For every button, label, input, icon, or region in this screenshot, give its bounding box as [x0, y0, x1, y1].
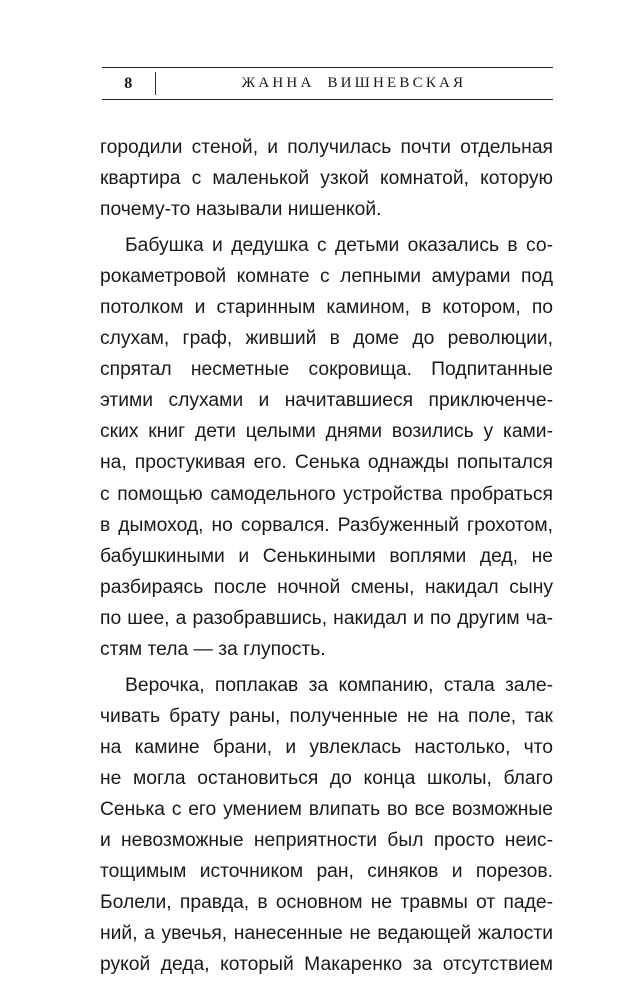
text-line: этими слухами и начитавшиеся приключенче-	[100, 390, 553, 412]
text-line: Болели, правда, в основном не травмы от паде-	[100, 892, 553, 914]
text-line: и невозможные неприятности был просто неис-	[100, 830, 553, 852]
running-title: ЖАННА ВИШНЕВСКАЯ	[241, 75, 467, 91]
text-line: по шее, а разобравшись, накидал и по другим ча-	[100, 607, 553, 629]
text-line: слухам, граф, живший в доме до революции,	[100, 328, 553, 350]
text-line: чивать брату раны, полученные не на поле, так	[100, 705, 553, 727]
running-head	[102, 67, 553, 100]
page-number: 8	[124, 75, 133, 92]
text-line: на, простукивая его. Сенька однажды попытался	[100, 452, 553, 474]
text-line: почему-то называли нишенкой.	[100, 199, 382, 221]
text-line: Верочка, поплакав за компанию, стала зале-	[125, 674, 553, 696]
text-line: ских книг дети целыми днями возились у ками-	[100, 421, 553, 443]
text-line: бабушкиными и Сенькиными воплями дед, не	[100, 545, 553, 567]
text-line: в дымоход, но сорвался. Разбуженный грохотом,	[100, 514, 553, 536]
text-line: спрятал несметные сокровища. Подпитанные	[100, 359, 553, 381]
text-line: городили стеной, и получилась почти отдельная	[100, 137, 553, 158]
text-line: не могла остановиться до конца школы, благо	[100, 767, 553, 789]
text-line: Сенька с его умением влипать во все возможные	[100, 798, 553, 820]
text-line: квартира с маленькой узкой комнатой, которую	[100, 168, 553, 190]
text-line: ний, а увечья, нанесенные не ведающей жалости	[100, 923, 553, 945]
text-line: тощимым источником ран, синяков и порезов.	[100, 861, 553, 883]
text-line: потолком и старинным камином, в котором, по	[100, 297, 553, 319]
text-line: с помощью самодельного устройства пробраться	[100, 483, 553, 505]
text-line: рукой деда, который Макаренко за отсутствием	[100, 954, 553, 976]
text-line: стям тела — за глупость.	[100, 638, 326, 660]
text-line: Бабушка и дедушка с детьми оказались в со-	[125, 235, 553, 257]
text-line: разбираясь после ночной смены, накидал сыну	[100, 576, 553, 598]
text-line: на камине брани, и увлеклась настолько, что	[100, 736, 553, 758]
text-line: рокаметровой комнате с лепными амурами под	[100, 266, 553, 288]
body-text	[100, 132, 553, 980]
